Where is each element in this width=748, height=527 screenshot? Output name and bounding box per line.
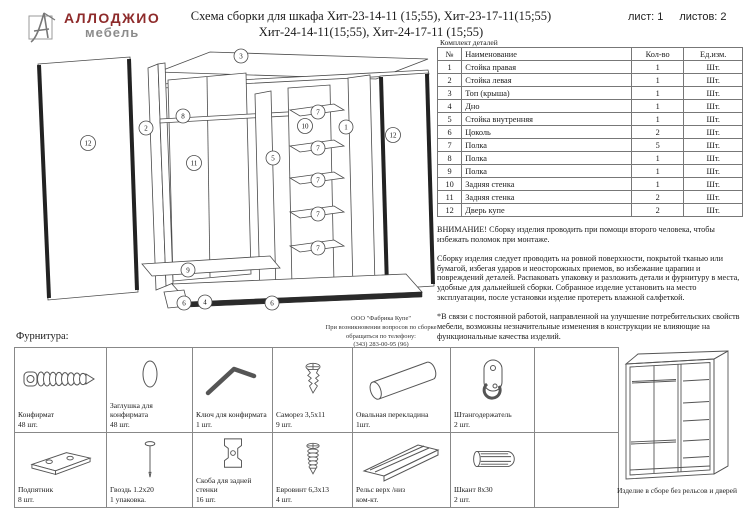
part-name: Цоколь xyxy=(462,126,632,139)
table-row xyxy=(438,152,743,165)
warning-text: ВНИМАНИЕ! Сборку изделия проводить при помощи второго человека, чтобы избежать поломок при монтаже. xyxy=(437,225,715,244)
part-name: Стойка внутренняя xyxy=(462,113,632,126)
callout-label: 5 xyxy=(271,154,275,163)
hardware-qty: 48 шт. xyxy=(18,419,38,429)
page-title xyxy=(175,9,567,40)
part-qty: 1 xyxy=(631,74,684,87)
part-unit: Шт. xyxy=(684,126,743,139)
manufacturer-contact xyxy=(298,315,464,350)
part-name: Полка xyxy=(462,165,632,178)
part-unit: Шт. xyxy=(684,178,743,191)
part-unit: Шт. xyxy=(684,204,743,217)
part-num: 3 xyxy=(438,87,462,100)
part-right-side xyxy=(348,75,375,289)
table-row xyxy=(438,74,743,87)
hardware-qty: 9 шт. xyxy=(276,419,292,429)
assembly-notices xyxy=(437,225,745,350)
parts-table-caption: Комплект деталей xyxy=(440,38,498,47)
callout-label: 7 xyxy=(316,108,320,117)
part-unit: Шт. xyxy=(684,152,743,165)
hardware-name: Скоба для задней стенки xyxy=(196,476,252,495)
table-row xyxy=(438,100,743,113)
hardware-qty: 1 шт. xyxy=(196,419,212,429)
part-qty: 2 xyxy=(631,126,684,139)
nail-icon xyxy=(120,438,180,480)
exploded-assembly-diagram xyxy=(8,46,438,338)
hardware-name: Шкант 8х30 xyxy=(454,485,493,495)
callout-label: 10 xyxy=(301,122,309,131)
hardware-name: Ключ для конфирмата xyxy=(196,410,267,420)
part-name: Топ (крыша) xyxy=(462,87,632,100)
hex-key-icon xyxy=(198,357,268,401)
confirmat-screw-icon xyxy=(21,357,101,401)
callout-label: 6 xyxy=(270,299,274,308)
part-qty: 2 xyxy=(631,191,684,204)
hardware-item xyxy=(451,348,534,432)
hardware-qty: 1шт. xyxy=(356,419,371,429)
part-unit: Шт. xyxy=(684,61,743,74)
hardware-item xyxy=(273,433,352,507)
hardware-row xyxy=(15,433,619,508)
back-wall-bracket-icon xyxy=(198,433,268,475)
hardware-name: Гвоздь 1.2х20 xyxy=(110,485,154,495)
parts-header-row xyxy=(438,48,743,61)
hardware-item-empty xyxy=(535,433,618,507)
part-qty: 2 xyxy=(631,204,684,217)
hardware-qty: 2 шт. xyxy=(454,494,470,504)
foot-plate-icon xyxy=(21,439,101,479)
part-qty: 1 xyxy=(631,87,684,100)
sheet-number: лист: 1 xyxy=(628,11,664,23)
hardware-item xyxy=(353,433,450,507)
hardware-name: Конфирмат xyxy=(18,410,55,420)
hardware-item xyxy=(353,348,450,432)
part-num: 4 xyxy=(438,100,462,113)
hardware-qty: 48 шт. xyxy=(110,419,130,429)
hardware-name: Заглушка для конфирмата xyxy=(110,400,153,420)
company-name: ООО "Фабрика Купе" xyxy=(350,315,412,322)
table-row xyxy=(438,191,743,204)
table-row xyxy=(438,165,743,178)
self-tapping-screw-icon xyxy=(278,357,348,401)
hardware-qty: ком-кт. xyxy=(356,494,379,504)
part-num: 10 xyxy=(438,178,462,191)
part-name: Задняя стенка xyxy=(462,178,632,191)
parts-table xyxy=(437,47,743,217)
part-num: 7 xyxy=(438,139,462,152)
oval-rod-icon xyxy=(358,355,446,403)
part-qty: 1 xyxy=(631,178,684,191)
callout-label: 12 xyxy=(389,131,397,140)
part-name: Стойка левая xyxy=(462,74,632,87)
callout-label: 1 xyxy=(344,123,348,132)
hardware-name: Евровинт 6,3х13 xyxy=(276,485,329,495)
part-num: 9 xyxy=(438,165,462,178)
table-row xyxy=(438,126,743,139)
hardware-section-title: Фурнитура: xyxy=(16,331,69,342)
part-name: Задняя стенка xyxy=(462,191,632,204)
contact-note-1: При возникновении вопросов по сборке xyxy=(325,323,437,331)
part-qty: 1 xyxy=(631,152,684,165)
assembled-wardrobe-drawing xyxy=(618,350,746,482)
part-num: 11 xyxy=(438,191,462,204)
hardware-qty: 8 шт. xyxy=(18,494,34,504)
hardware-item xyxy=(193,348,272,432)
hardware-item xyxy=(273,348,352,432)
part-left-door xyxy=(38,57,138,300)
hardware-table xyxy=(14,347,619,508)
hardware-qty: 1 упаковка. xyxy=(110,494,147,504)
callout-label: 6 xyxy=(182,299,186,308)
table-row xyxy=(438,61,743,74)
title-line-1: Схема сборки для шкафа Хит-23-14-11 (15;55), Хит-23-17-11(15;55) xyxy=(190,9,552,23)
part-name: Полка xyxy=(462,139,632,152)
callout-label: 7 xyxy=(316,244,320,253)
hardware-item xyxy=(107,348,192,432)
contact-note-2: обращаться по телефону: xyxy=(346,332,416,340)
assembled-caption: Изделие в сборе без рельсов и дверей xyxy=(616,486,738,495)
table-row xyxy=(438,113,743,126)
part-num: 6 xyxy=(438,126,462,139)
callout-label: 3 xyxy=(239,52,243,61)
callout-label: 2 xyxy=(144,124,148,133)
logo-mark-icon xyxy=(26,11,58,45)
hardware-qty: 4 шт. xyxy=(276,494,292,504)
euro-screw-icon xyxy=(278,438,348,480)
instruction-text: Сборку изделия следует проводить на ровной поверхности, покрытой тканью или бумагой, избегая ударов и неосторожных приемов, во избежание царапин и повреждений деталей. Распаковать упаковку и разложить детали и фурнитуру в места, удобные для дальнейшей сборки. Собранное изделие установить на место эксплуатации, после установки изделие протереть влажной салфеткой. xyxy=(437,253,740,303)
table-row xyxy=(438,87,743,100)
cover-cap-icon xyxy=(110,352,190,396)
sheets-total: листов: 2 xyxy=(679,11,727,23)
part-qty: 1 xyxy=(631,165,684,178)
hardware-name: Овальная перекладина xyxy=(356,410,429,420)
hardware-item xyxy=(15,348,106,432)
hardware-name: Подпятник xyxy=(18,485,54,495)
part-unit: Шт. xyxy=(684,165,743,178)
part-num: 2 xyxy=(438,74,462,87)
logo-name: АЛЛОДЖИО xyxy=(64,10,161,26)
col-qty: Кол-во xyxy=(631,48,684,61)
rail-icon xyxy=(358,435,446,483)
part-name: Стойка правая xyxy=(462,61,632,74)
part-num: 12 xyxy=(438,204,462,217)
callout-label: 7 xyxy=(316,176,320,185)
hardware-name: Саморез 3,5х11 xyxy=(276,410,326,420)
table-row xyxy=(438,178,743,191)
col-unit: Ед.изм. xyxy=(684,48,743,61)
hardware-item xyxy=(451,433,534,507)
callout-label: 7 xyxy=(316,144,320,153)
part-num: 1 xyxy=(438,61,462,74)
title-line-2: Хит-24-14-11(15;55), Хит-24-17-11 (15;55) xyxy=(258,24,484,39)
callout-label: 7 xyxy=(316,210,320,219)
hardware-item xyxy=(15,433,106,507)
rod-holder-icon xyxy=(462,357,524,401)
hardware-row xyxy=(15,348,619,433)
part-qty: 1 xyxy=(631,61,684,74)
hardware-item xyxy=(193,433,272,507)
callout-label: 12 xyxy=(84,139,92,148)
logo-subtitle: мебель xyxy=(85,24,140,40)
part-unit: Шт. xyxy=(684,139,743,152)
col-name: Наименование xyxy=(462,48,632,61)
part-unit: Шт. xyxy=(684,113,743,126)
part-num: 5 xyxy=(438,113,462,126)
disclaimer-text: *В связи с постоянной работой, направленной на улучшение потребительских свойств мебели, возможны незначительные изменения в конструкции не влияющие на функциональные качества изделий. xyxy=(437,311,740,341)
hardware-qty: 2 шт. xyxy=(454,419,470,429)
part-unit: Шт. xyxy=(684,191,743,204)
table-row xyxy=(438,139,743,152)
callout-label: 8 xyxy=(181,112,185,121)
contact-phone: (343) 283-00-95 (96) xyxy=(353,341,409,349)
part-qty: 1 xyxy=(631,100,684,113)
part-unit: Шт. xyxy=(684,74,743,87)
callout-label: 9 xyxy=(186,266,190,275)
sheet-info xyxy=(628,11,744,23)
table-row xyxy=(438,204,743,217)
part-qty: 5 xyxy=(631,139,684,152)
part-back-wall-narrow xyxy=(288,85,334,287)
col-num: № xyxy=(438,48,462,61)
wooden-dowel-icon xyxy=(458,438,528,480)
hardware-name: Рельс верх /низ xyxy=(356,485,406,495)
part-unit: Шт. xyxy=(684,100,743,113)
hardware-item xyxy=(107,433,192,507)
part-num: 8 xyxy=(438,152,462,165)
part-name: Дно xyxy=(462,100,632,113)
hardware-item-empty xyxy=(535,348,618,432)
part-unit: Шт. xyxy=(684,87,743,100)
part-name: Полка xyxy=(462,152,632,165)
hardware-name: Штангодержатель xyxy=(454,410,512,420)
part-name: Дверь купе xyxy=(462,204,632,217)
hardware-qty: 16 шт. xyxy=(196,494,216,504)
part-qty: 1 xyxy=(631,113,684,126)
callout-label: 11 xyxy=(190,159,198,168)
callout-label: 4 xyxy=(203,298,207,307)
company-logo xyxy=(26,11,160,45)
